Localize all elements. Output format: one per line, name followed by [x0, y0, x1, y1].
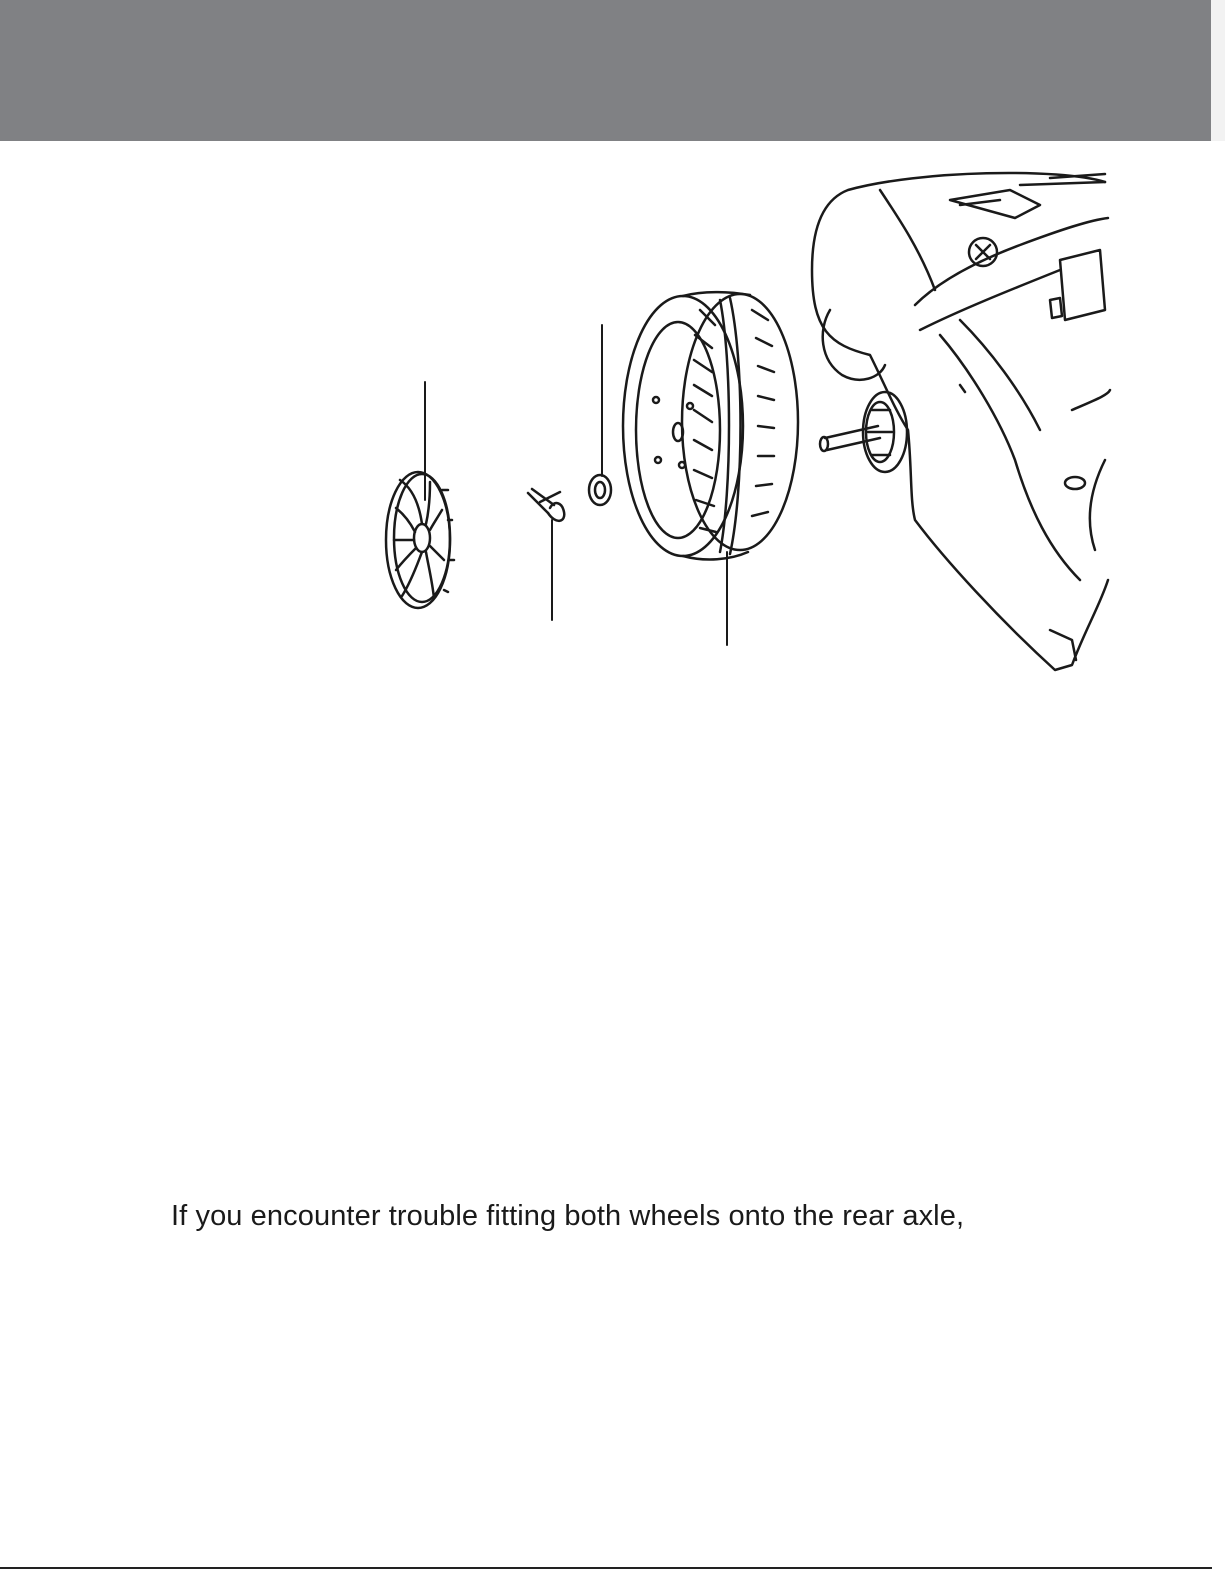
header-edge — [1211, 0, 1225, 141]
vehicle-body — [812, 173, 1110, 670]
cotter-pin — [528, 489, 564, 521]
instruction-text: If you encounter trouble fitting both wheels onto the rear axle, — [171, 1200, 965, 1232]
assembly-illustration — [360, 160, 1120, 680]
axle-hub — [863, 392, 907, 472]
wheel — [623, 292, 798, 559]
assembly-diagram — [360, 160, 1120, 680]
rear-axle — [820, 426, 880, 451]
washer — [589, 475, 611, 505]
hubcap — [386, 472, 454, 608]
leader-lines — [425, 325, 727, 645]
header-bar — [0, 0, 1211, 141]
bottom-rule — [0, 1567, 1212, 1569]
